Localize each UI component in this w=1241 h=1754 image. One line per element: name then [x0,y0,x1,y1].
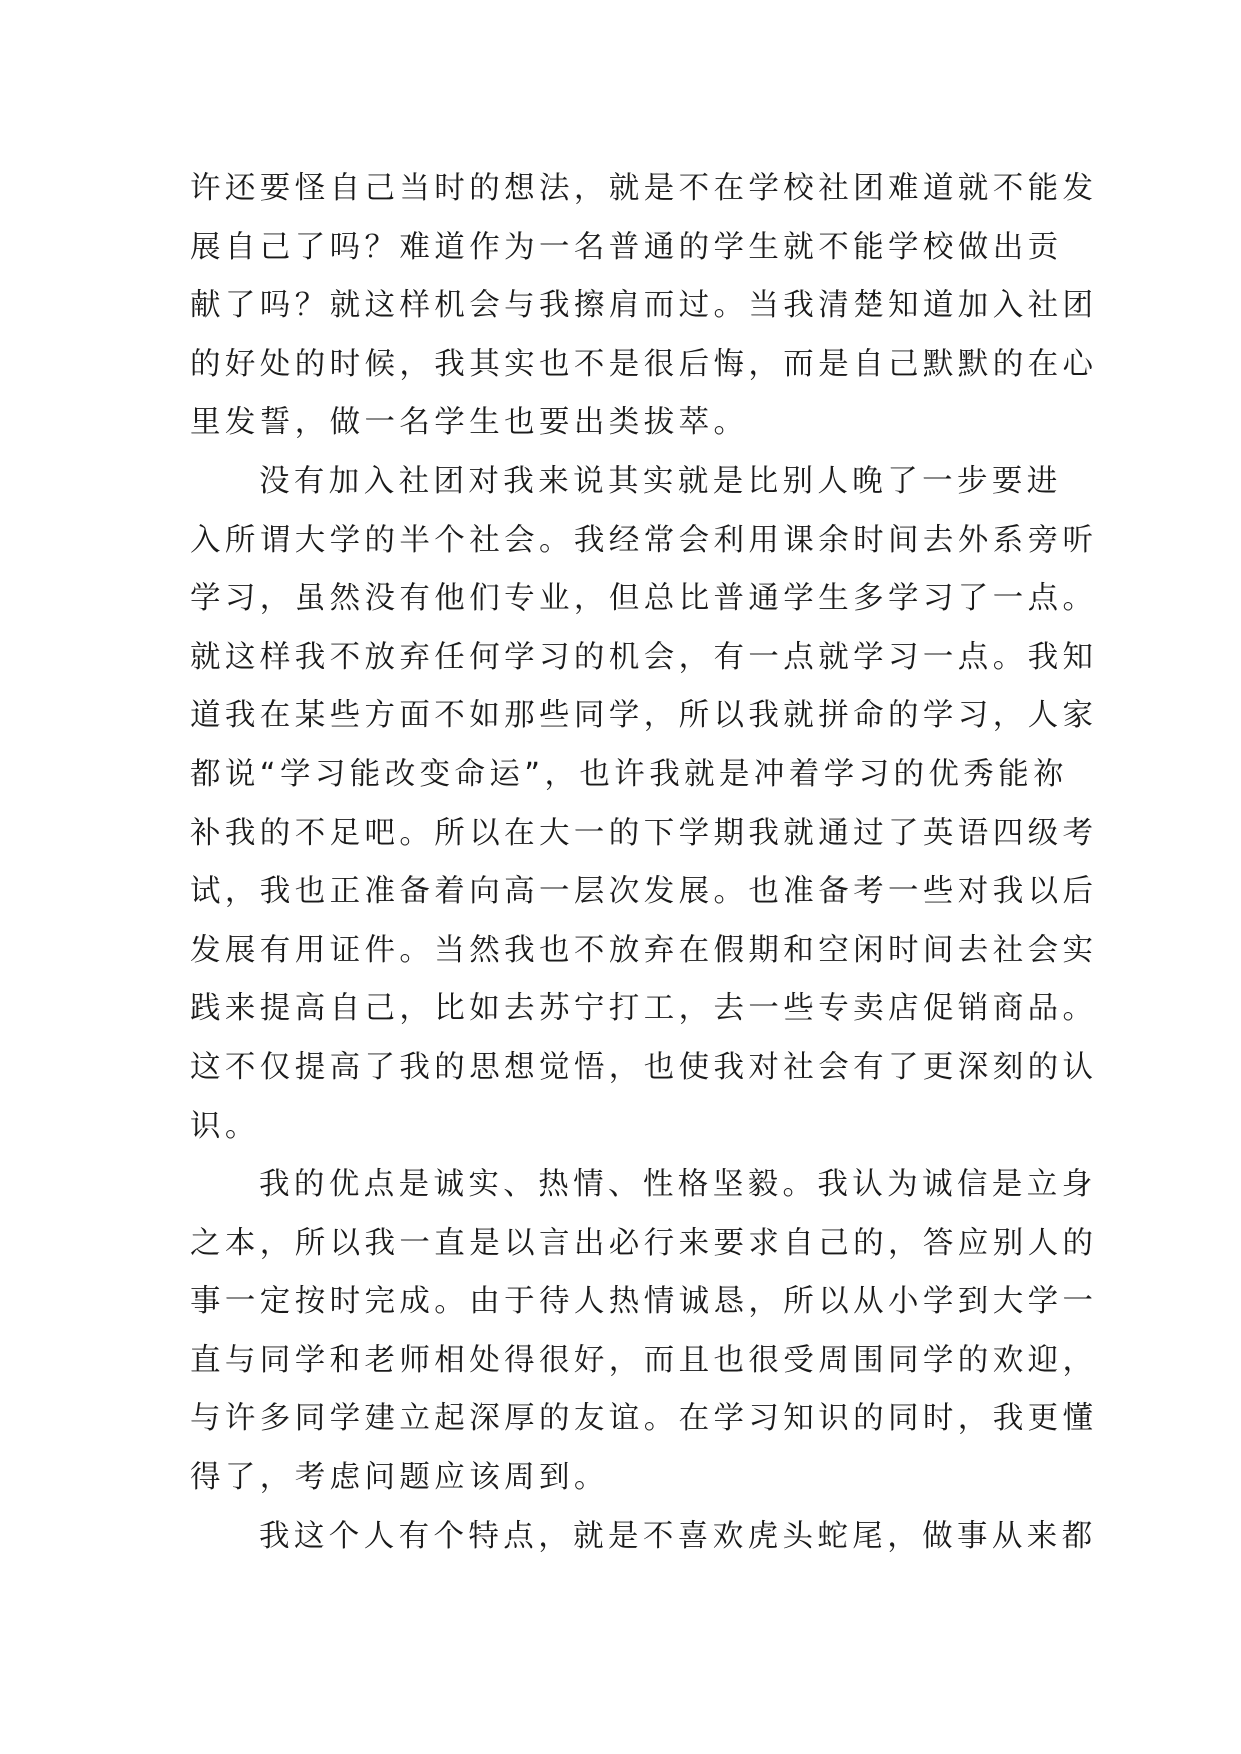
text-line: 识。 [190,1108,260,1144]
text-line: 都说“学习能改变命运”，也许我就是冲着学习的优秀能祢 [190,756,1069,792]
text-line: 里发誓，做一名学生也要出类拔萃。 [190,405,749,441]
text-line: 与许多同学建立起深厚的友谊。在学习知识的同时，我更懂 [190,1401,1098,1437]
body-text [190,160,1098,1566]
text-line: 得了，考虑问题应该周到。 [190,1460,609,1496]
text-line: 许还要怪自己当时的想法，就是不在学校社团难道就不能发 [190,171,1098,206]
text-line: 发展有用证件。当然我也不放弃在假期和空闲时间去社会实 [190,932,1098,968]
text-line: 的好处的时候，我其实也不是很后悔，而是自己默默的在心 [190,346,1098,382]
text-line: 之本，所以我一直是以言出必行来要求自己的，答应别人的 [190,1225,1098,1261]
text-line: 我这个人有个特点，就是不喜欢虎头蛇尾，做事从来都 [259,1518,1097,1554]
text-line: 没有加入社团对我来说其实就是比别人晚了一步要进 [259,463,1062,499]
text-line: 学习，虽然没有他们专业，但总比普通学生多学习了一点。 [190,581,1098,617]
text-line: 这不仅提高了我的思想觉悟，也使我对社会有了更深刻的认 [190,1049,1098,1085]
text-line: 直与同学和老师相处得很好，而且也很受周围同学的欢迎， [190,1342,1098,1378]
text-line: 事一定按时完成。由于待人热情诚恳，所以从小学到大学一 [190,1284,1098,1320]
text-line: 补我的不足吧。所以在大一的下学期我就通过了英语四级考 [190,815,1098,851]
text-line: 展自己了吗？难道作为一名普通的学生就不能学校做出贡 [190,229,1063,265]
text-line: 道我在某些方面不如那些同学，所以我就拼命的学习，人家 [190,698,1098,734]
text-line: 入所谓大学的半个社会。我经常会利用课余时间去外系旁听 [190,522,1098,558]
text-line: 践来提高自己，比如去苏宁打工，去一些专卖店促销商品。 [190,991,1098,1027]
text-line: 就这样我不放弃任何学习的机会，有一点就学习一点。我知 [190,639,1098,675]
text-line: 我的优点是诚实、热情、性格坚毅。我认为诚信是立身 [259,1167,1097,1203]
text-line: 试，我也正准备着向高一层次发展。也准备考一些对我以后 [190,874,1098,910]
text-line: 献了吗？就这样机会与我擦肩而过。当我清楚知道加入社团 [190,288,1098,324]
